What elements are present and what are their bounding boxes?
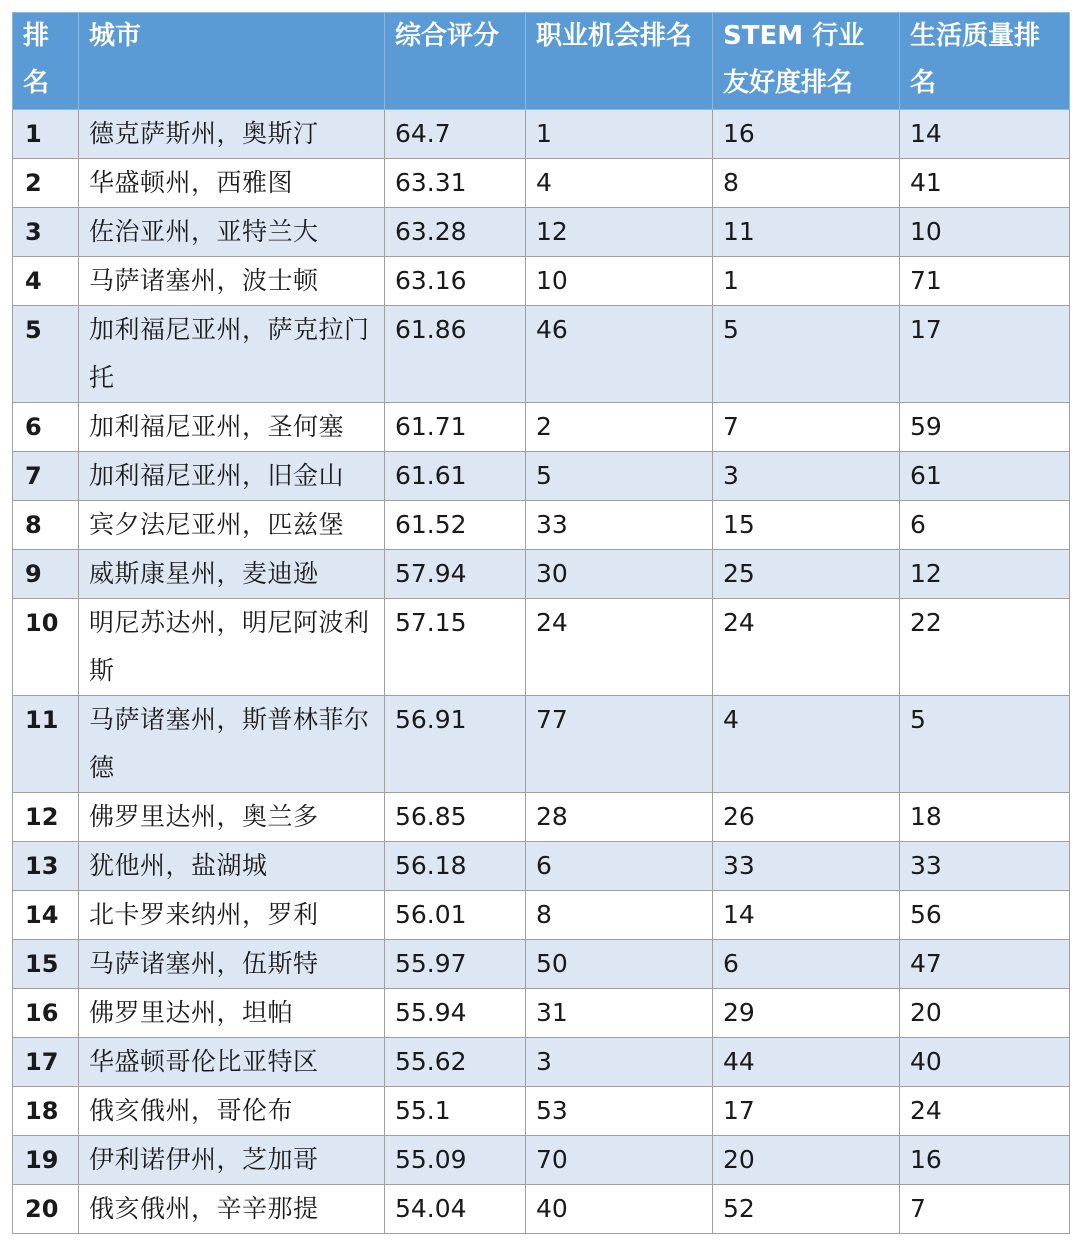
cell-career-rank: 77 [526,696,713,793]
cell-career-rank: 1 [526,110,713,159]
cell-rank: 20 [13,1185,79,1234]
cell-career-rank: 24 [526,599,713,696]
cell-quality-rank: 40 [900,1038,1070,1087]
cell-stem-rank: 8 [713,159,900,208]
cell-career-rank: 40 [526,1185,713,1234]
cell-score: 56.18 [385,842,526,891]
table-row [13,306,1070,403]
cell-rank: 15 [13,940,79,989]
cell-city: 加利福尼亚州，圣何塞 [79,403,385,452]
cell-score: 55.62 [385,1038,526,1087]
cell-city: 马萨诸塞州，波士顿 [79,257,385,306]
table-row [13,403,1070,452]
header-quality-rank: 生活质量排名 [900,13,1070,110]
cell-career-rank: 70 [526,1136,713,1185]
cell-stem-rank: 15 [713,501,900,550]
cell-city: 威斯康星州，麦迪逊 [79,550,385,599]
cell-career-rank: 6 [526,842,713,891]
cell-city: 犹他州，盐湖城 [79,842,385,891]
table-row [13,501,1070,550]
cell-stem-rank: 33 [713,842,900,891]
cell-career-rank: 8 [526,891,713,940]
cell-score: 55.94 [385,989,526,1038]
cell-stem-rank: 20 [713,1136,900,1185]
table-row [13,1185,1070,1234]
cell-career-rank: 33 [526,501,713,550]
cell-city: 佛罗里达州，奥兰多 [79,793,385,842]
cell-score: 61.52 [385,501,526,550]
cell-score: 55.09 [385,1136,526,1185]
cell-stem-rank: 6 [713,940,900,989]
cell-quality-rank: 47 [900,940,1070,989]
ranking-table-container [12,12,1069,1234]
table-row [13,940,1070,989]
cell-quality-rank: 22 [900,599,1070,696]
cell-stem-rank: 44 [713,1038,900,1087]
cell-rank: 16 [13,989,79,1038]
cell-rank: 14 [13,891,79,940]
table-row [13,159,1070,208]
cell-career-rank: 46 [526,306,713,403]
cell-score: 55.1 [385,1087,526,1136]
cell-stem-rank: 14 [713,891,900,940]
cell-score: 63.31 [385,159,526,208]
cell-stem-rank: 52 [713,1185,900,1234]
cell-rank: 17 [13,1038,79,1087]
cell-rank: 4 [13,257,79,306]
cell-rank: 9 [13,550,79,599]
cell-quality-rank: 5 [900,696,1070,793]
cell-score: 56.01 [385,891,526,940]
cell-score: 61.61 [385,452,526,501]
cell-stem-rank: 29 [713,989,900,1038]
cell-rank: 12 [13,793,79,842]
cell-quality-rank: 16 [900,1136,1070,1185]
cell-score: 56.85 [385,793,526,842]
table-row [13,842,1070,891]
cell-stem-rank: 25 [713,550,900,599]
cell-score: 63.28 [385,208,526,257]
table-body [13,110,1070,1234]
cell-score: 64.7 [385,110,526,159]
header-score: 综合评分 [385,13,526,110]
cell-quality-rank: 56 [900,891,1070,940]
cell-career-rank: 30 [526,550,713,599]
table-row [13,208,1070,257]
cell-stem-rank: 1 [713,257,900,306]
table-row [13,110,1070,159]
cell-stem-rank: 24 [713,599,900,696]
table-row [13,1038,1070,1087]
cell-city: 华盛顿哥伦比亚特区 [79,1038,385,1087]
cell-quality-rank: 41 [900,159,1070,208]
table-row [13,891,1070,940]
cell-career-rank: 53 [526,1087,713,1136]
cell-rank: 6 [13,403,79,452]
cell-quality-rank: 6 [900,501,1070,550]
cell-city: 伊利诺伊州，芝加哥 [79,1136,385,1185]
cell-city: 华盛顿州，西雅图 [79,159,385,208]
cell-city: 明尼苏达州，明尼阿波利斯 [79,599,385,696]
cell-score: 55.97 [385,940,526,989]
cell-rank: 19 [13,1136,79,1185]
cell-score: 57.15 [385,599,526,696]
table-row [13,257,1070,306]
cell-city: 佛罗里达州，坦帕 [79,989,385,1038]
cell-stem-rank: 16 [713,110,900,159]
cell-quality-rank: 20 [900,989,1070,1038]
city-ranking-table [12,12,1070,1234]
cell-city: 马萨诸塞州，伍斯特 [79,940,385,989]
cell-score: 61.71 [385,403,526,452]
cell-career-rank: 50 [526,940,713,989]
header-career-rank: 职业机会排名 [526,13,713,110]
cell-quality-rank: 17 [900,306,1070,403]
cell-rank: 11 [13,696,79,793]
cell-stem-rank: 7 [713,403,900,452]
cell-career-rank: 10 [526,257,713,306]
cell-rank: 5 [13,306,79,403]
header-city: 城市 [79,13,385,110]
header-rank: 排名 [13,13,79,110]
table-row [13,1136,1070,1185]
cell-rank: 18 [13,1087,79,1136]
table-row [13,550,1070,599]
cell-score: 61.86 [385,306,526,403]
cell-quality-rank: 12 [900,550,1070,599]
cell-rank: 2 [13,159,79,208]
cell-city: 马萨诸塞州，斯普林菲尔德 [79,696,385,793]
table-row [13,793,1070,842]
cell-quality-rank: 71 [900,257,1070,306]
cell-quality-rank: 59 [900,403,1070,452]
cell-city: 宾夕法尼亚州，匹兹堡 [79,501,385,550]
cell-career-rank: 12 [526,208,713,257]
cell-score: 57.94 [385,550,526,599]
cell-score: 54.04 [385,1185,526,1234]
cell-city: 加利福尼亚州，萨克拉门托 [79,306,385,403]
cell-city: 北卡罗来纳州，罗利 [79,891,385,940]
cell-career-rank: 3 [526,1038,713,1087]
cell-city: 俄亥俄州，哥伦布 [79,1087,385,1136]
cell-rank: 3 [13,208,79,257]
table-row [13,599,1070,696]
table-row [13,1087,1070,1136]
cell-quality-rank: 18 [900,793,1070,842]
cell-career-rank: 2 [526,403,713,452]
cell-career-rank: 5 [526,452,713,501]
cell-career-rank: 31 [526,989,713,1038]
cell-stem-rank: 17 [713,1087,900,1136]
table-row [13,696,1070,793]
header-stem-rank: STEM 行业友好度排名 [713,13,900,110]
cell-quality-rank: 24 [900,1087,1070,1136]
header-row [13,13,1070,110]
cell-stem-rank: 4 [713,696,900,793]
cell-stem-rank: 26 [713,793,900,842]
cell-rank: 7 [13,452,79,501]
cell-score: 63.16 [385,257,526,306]
cell-quality-rank: 14 [900,110,1070,159]
cell-stem-rank: 11 [713,208,900,257]
cell-career-rank: 4 [526,159,713,208]
cell-quality-rank: 7 [900,1185,1070,1234]
cell-career-rank: 28 [526,793,713,842]
cell-city: 俄亥俄州，辛辛那提 [79,1185,385,1234]
cell-city: 德克萨斯州，奥斯汀 [79,110,385,159]
cell-stem-rank: 3 [713,452,900,501]
cell-city: 加利福尼亚州，旧金山 [79,452,385,501]
cell-quality-rank: 61 [900,452,1070,501]
cell-rank: 13 [13,842,79,891]
cell-city: 佐治亚州，亚特兰大 [79,208,385,257]
cell-rank: 10 [13,599,79,696]
cell-stem-rank: 5 [713,306,900,403]
cell-quality-rank: 10 [900,208,1070,257]
table-row [13,989,1070,1038]
cell-rank: 8 [13,501,79,550]
cell-score: 56.91 [385,696,526,793]
cell-rank: 1 [13,110,79,159]
cell-quality-rank: 33 [900,842,1070,891]
table-row [13,452,1070,501]
